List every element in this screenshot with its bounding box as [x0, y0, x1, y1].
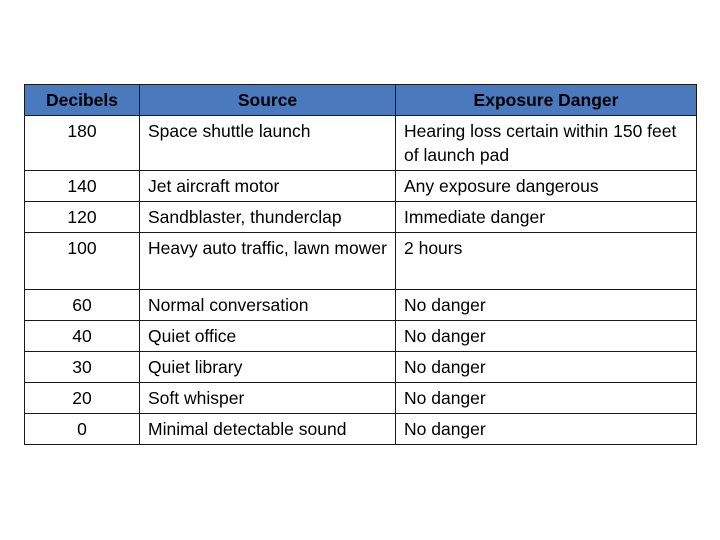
danger-cell: Any exposure dangerous — [396, 171, 697, 202]
table-row — [25, 352, 697, 383]
decibels-cell: 140 — [25, 171, 140, 202]
header-exposure-danger: Exposure Danger — [396, 85, 697, 116]
decibels-cell: 20 — [25, 383, 140, 414]
danger-cell: Immediate danger — [396, 202, 697, 233]
danger-cell: 2 hours — [396, 233, 697, 290]
source-cell: Jet aircraft motor — [140, 171, 396, 202]
table-row — [25, 233, 697, 290]
danger-cell: No danger — [396, 290, 697, 321]
decibels-cell: 40 — [25, 321, 140, 352]
source-cell: Quiet library — [140, 352, 396, 383]
decibel-table — [24, 84, 697, 445]
decibels-cell: 30 — [25, 352, 140, 383]
danger-cell: No danger — [396, 414, 697, 445]
source-cell: Space shuttle launch — [140, 116, 396, 171]
decibels-cell: 60 — [25, 290, 140, 321]
table-row — [25, 321, 697, 352]
danger-cell: No danger — [396, 321, 697, 352]
decibels-cell: 180 — [25, 116, 140, 171]
danger-cell: No danger — [396, 352, 697, 383]
source-cell: Quiet office — [140, 321, 396, 352]
danger-cell: No danger — [396, 383, 697, 414]
danger-cell: Hearing loss certain within 150 feet of launch pad — [396, 116, 697, 171]
table-row — [25, 414, 697, 445]
decibels-cell: 100 — [25, 233, 140, 290]
table-row — [25, 116, 697, 171]
source-cell: Normal conversation — [140, 290, 396, 321]
table-row — [25, 202, 697, 233]
decibels-cell: 0 — [25, 414, 140, 445]
source-cell: Sandblaster, thunderclap — [140, 202, 396, 233]
source-cell: Heavy auto traffic, lawn mower — [140, 233, 396, 290]
table-row — [25, 383, 697, 414]
decibels-cell: 120 — [25, 202, 140, 233]
source-cell: Minimal detectable sound — [140, 414, 396, 445]
table-row — [25, 171, 697, 202]
header-decibels: Decibels — [25, 85, 140, 116]
source-cell: Soft whisper — [140, 383, 396, 414]
table-row — [25, 290, 697, 321]
decibel-table-container — [24, 84, 696, 445]
table-header-row — [25, 85, 697, 116]
header-source: Source — [140, 85, 396, 116]
